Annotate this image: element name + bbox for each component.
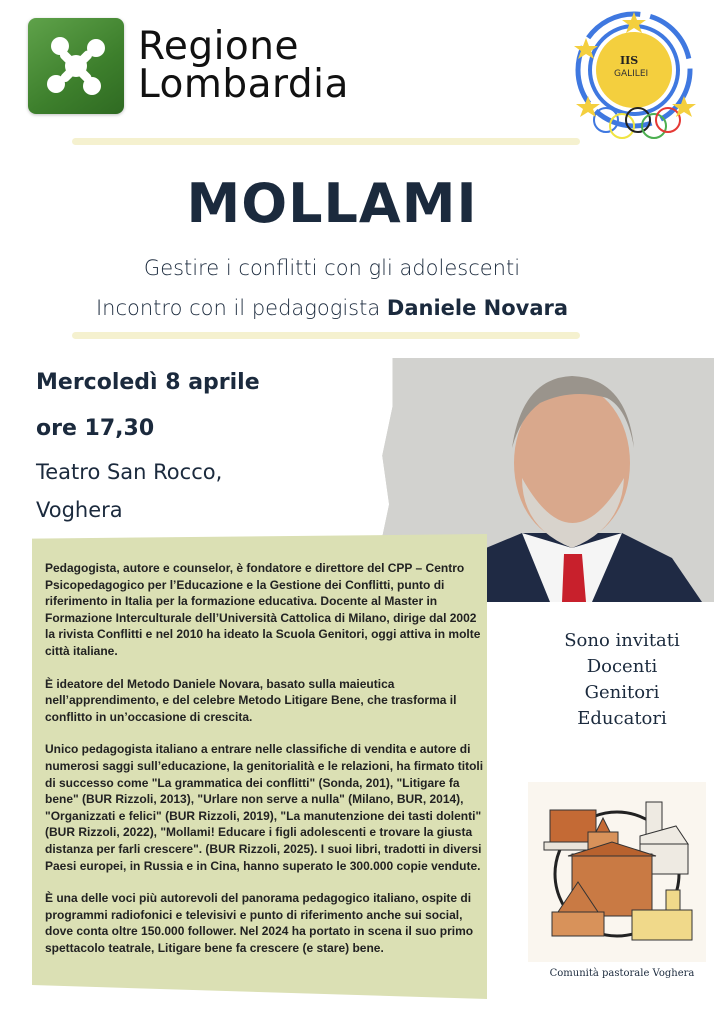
divider-bottom	[72, 332, 580, 339]
region-name-line2: Lombardia	[138, 62, 349, 107]
event-venue: Teatro San Rocco,	[36, 460, 223, 484]
bio-paragraph: È ideatore del Metodo Daniele Novara, basato sulla maieutica nell’apprendimento, e del celebre Metodo Litigare Bene, che trasforma il conflitto in un’occasione di crescita.	[45, 676, 457, 724]
speaker-intro: Incontro con il pedagogista	[95, 296, 381, 320]
parish-logo	[528, 782, 706, 962]
invited-group: Genitori	[584, 682, 660, 703]
event-time: ore 17,30	[36, 416, 155, 441]
speaker-line	[0, 296, 664, 320]
invited-heading: Sono invitati	[564, 630, 680, 651]
invited-group: Educatori	[577, 708, 667, 729]
speaker-name: Daniele Novara	[386, 296, 569, 320]
invited-list	[520, 628, 724, 732]
rosa-camuna-icon	[28, 18, 124, 114]
event-title: MOLLAMI	[186, 172, 478, 235]
region-name	[138, 24, 349, 107]
churches-icon	[528, 782, 706, 962]
divider-top	[72, 138, 580, 145]
regione-lombardia-logo	[28, 18, 124, 114]
event-city: Voghera	[36, 498, 123, 522]
bio-paragraph: Pedagogista, autore e counselor, è fondatore e direttore del CPP – Centro Psicopedagogico per l’Educazione e la Gestione dei Conflitti, punto di riferimento in Italia per la formazione educativa. Docente al Master in Formazione Interculturale dell’Università Cattolica di Milano, dirige dal 2002 la rivista Conflitti e nel 2010 ha ideato la Scuola Genitori, oggi attiva in molte città italiane.	[45, 561, 481, 658]
parish-caption: Comunità pastorale Voghera	[549, 968, 695, 979]
svg-text:IIS: IIS	[620, 54, 639, 67]
bio-paragraph: È una delle voci più autorevoli del panorama pedagogico italiano, ospite di programmi radiofonici e televisivi e punto di riferimento anche sui social, dove conta oltre 150.000 follower. Nel 2024 ha portato in scena il suo primo spettacolo teatrale, Litigare bene fa crescere (e stare) bene.	[45, 891, 474, 955]
iis-galilei-logo	[568, 8, 700, 140]
invited-group: Docenti	[586, 656, 658, 677]
event-subtitle: Gestire i conflitti con gli adolescenti	[143, 256, 521, 280]
bio-paragraph: Unico pedagogista italiano a entrare nelle classifiche di vendita e autore di numerosi saggi sull’educazione, la genitorialità e le relazioni, ha firmato titoli di successo come "La grammatica dei conflitti" (Sonda, 201), "Litigare fa bene" (BUR Rizzoli, 2013), "Urlare non serve a nulla" (Milano, BUR, 2014), "Organizzati e felici" (BUR Rizzoli, 2019), "La manutenzione dei tasti dolenti" (BUR Rizzoli, 2022), "Mollami! Educare i figli adolescenti e trovare la giusta distanza per farli crescere". (BUR Rizzoli, 2025). I suoi libri, tradotti in diversi Paesi europei, in Russia e in Cina, hanno superato le 300.000 copie vendute.	[45, 742, 484, 873]
region-name-line1: Regione	[138, 24, 300, 69]
event-date: Mercoledì 8 aprile	[36, 370, 260, 395]
speaker-bio	[45, 560, 485, 972]
svg-text:GALILEI: GALILEI	[614, 69, 649, 79]
